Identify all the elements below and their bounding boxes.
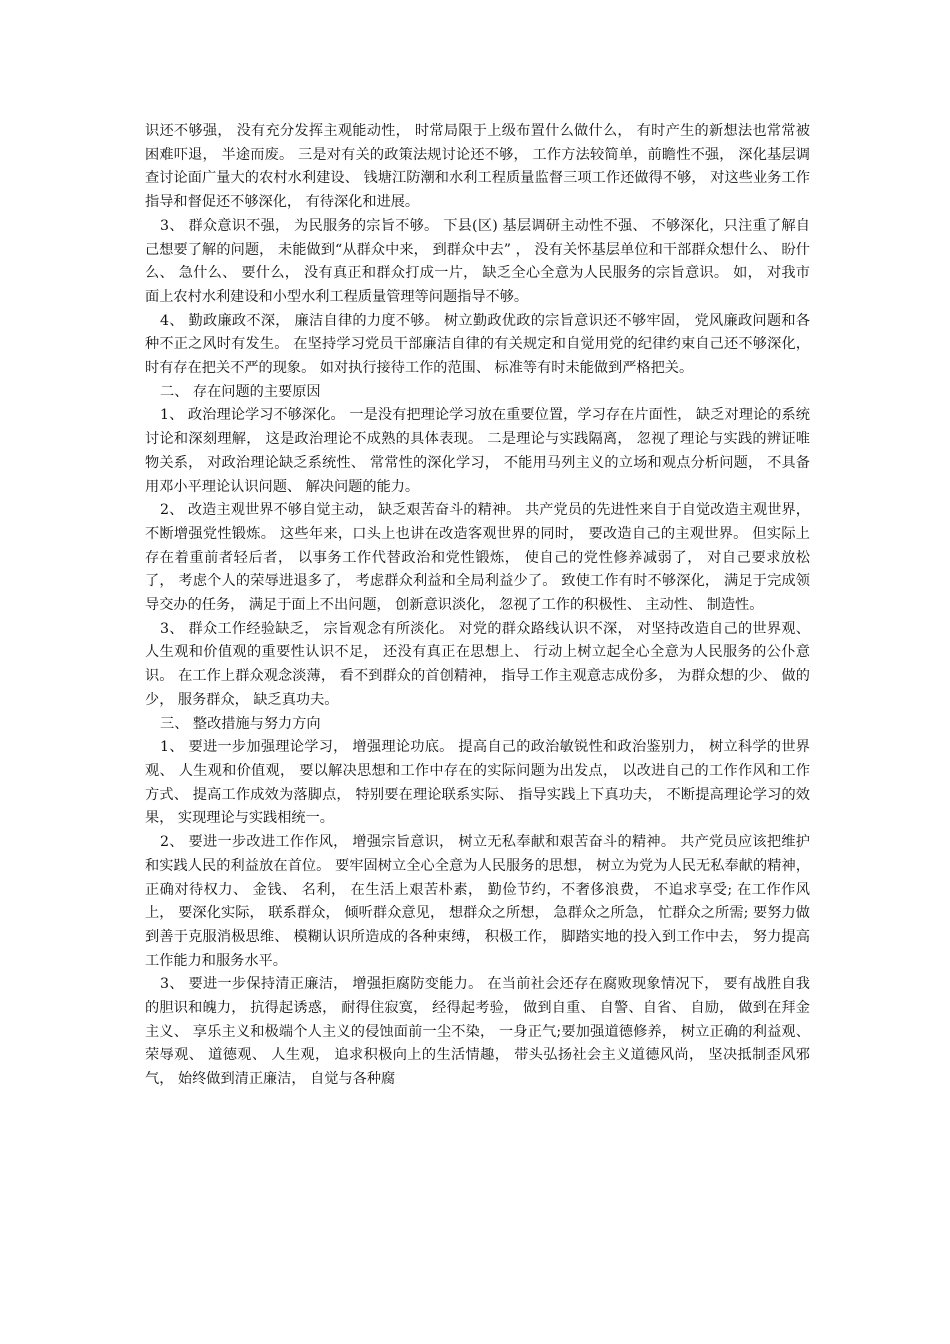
paragraph-integrity: 4、 勤政廉政不深， 廉洁自律的力度不够。 树立勤政优政的宗旨意识还不够牢固， 党风廉政问题和各种不正之风时有发生。 在坚持学习党员干部廉洁自律的有关规定和自觉用党的纪律约束自己还不够深化， 时有存在把关不严的现象。 如对执行接待工作的范围、 标准等有时未能做到严格把关。 [145, 312, 810, 377]
section-heading-measures: 三、 整改措施与努力方向 [160, 715, 321, 732]
paragraph-measure-work-style: 2、 要进一步改进工作作风， 增强宗旨意识， 树立无私奉献和艰苦奋斗的精神。 共产党员应该把维护和实践人民的利益放在首位。 要牢固树立全心全意为人民服务的思想， 树立为党为人民无私奉献的精神， 正确对待权力、 金钱、 名利， 在生活上艰苦朴素， 勤俭节约，不奢侈浪费， 不追求享受; 在工作作风上， 要深化实际， 联系群众， 倾听群众意见， 想群众之所想， 急群众之所急， 忙群众之所需; 要努力做到善于克服消极思维、 模糊认识所造成的各种束缚， 积极工作， 脚踏实地的投入到工作中去， 努力提高工作能力和服务水平。 [145, 834, 810, 969]
document-body [145, 120, 810, 1092]
paragraph-mass-awareness: 3、 群众意识不强， 为民服务的宗旨不够。 下县(区) 基层调研主动性不强、 不够深化，只注重了解自己想要了解的问题， 未能做到“从群众中来， 到群众中去” ， 没有关怀基层单位和干部群众想什么、 盼什么、 急什么、 要什么， 没有真正和群众打成一片， 缺乏全心全意为人民服务的宗旨意识。 如， 对我市面上农村水利建设和小型水利工程质量管理等问题指导不够。 [145, 217, 810, 305]
paragraph-cause-mass-work: 3、 群众工作经验缺乏， 宗旨观念有所淡化。 对党的群众路线认识不深， 对坚持改造自己的世界观、 人生观和价值观的重要性认识不足， 还没有真正在思想上、 行动上树立起全心全意为人民服务的公仆意识。 在工作上群众观念淡薄， 看不到群众的首创精神， 指导工作主观意志成份多， 为群众想的少、 做的少， 服务群众， 缺乏真功夫。 [145, 620, 810, 708]
paragraph-measure-integrity: 3、 要进一步保持清正廉洁， 增强拒腐防变能力。 在当前社会还存在腐败现象情况下， 要有战胜自我的胆识和魄力， 抗得起诱惑， 耐得住寂寞， 经得起考验， 做到自重、 自警、自省、 自励， 做到在拜金主义、 享乐主义和极端个人主义的侵蚀面前一尘不染， 一身正气;要加强道德修养， 树立正确的利益观、 荣辱观、 道德观、 人生观， 追求积极向上的生活情趣， 带头弘扬社会主义道德风尚， 坚决抵制歪风邪气， 始终做到清正廉洁， 自觉与各种腐 [145, 976, 810, 1088]
paragraph-continued: 识还不够强， 没有充分发挥主观能动性， 时常局限于上级布置什么做什么， 有时产生的新想法也常常被困难吓退， 半途而废。 三是对有关的政策法规讨论还不够， 工作方法较简单，前瞻性不强， 深化基层调查讨论面广量大的农村水利建设、 钱塘江防潮和水利工程质量监督三项工作还做得不够， 对这些业务工作指导和督促还不够深化， 有待深化和进展。 [145, 123, 810, 211]
section-heading-causes: 二、 存在问题的主要原因 [160, 383, 321, 400]
paragraph-measure-theory: 1、 要进一步加强理论学习， 增强理论功底。 提高自己的政治敏锐性和政治鉴别力， 树立科学的世界观、 人生观和价值观， 要以解决思想和工作中存在的实际问题为出发点， 以改进自己的工作作风和工作方式、 提高工作成效为落脚点， 特别要在理论联系实际、 指导实践上下真功夫， 不断提高理论学习的效果， 实现理论与实践相统一。 [145, 739, 810, 827]
paragraph-cause-theory: 1、 政治理论学习不够深化。 一是没有把理论学习放在重要位置，学习存在片面性， 缺乏对理论的系统讨论和深刻理解， 这是政治理论不成熟的具体表现。 二是理论与实践隔离， 忽视了理论与实践的辨证唯物关系， 对政治理论缺乏系统性、 常常性的深化学习， 不能用马列主义的立场和观点分析问题， 不具备用邓小平理论认识问题、 解决问题的能力。 [145, 407, 810, 495]
paragraph-cause-subjective-world: 2、 改造主观世界不够自觉主动， 缺乏艰苦奋斗的精神。 共产党员的先进性来自于自觉改造主观世界， 不断增强党性锻炼。 这些年来，口头上也讲在改造客观世界的同时， 要改造自己的主观世界。 但实际上存在着重前者轻后者， 以事务工作代替政治和党性锻炼， 使自己的党性修养减弱了， 对自己要求放松了， 考虑个人的荣辱进退多了， 考虑群众利益和全局利益少了。 致使工作有时不够深化， 满足于完成领导交办的任务， 满足于面上不出问题， 创新意识淡化， 忽视了工作的积极性、 主动性、 制造性。 [145, 502, 810, 614]
